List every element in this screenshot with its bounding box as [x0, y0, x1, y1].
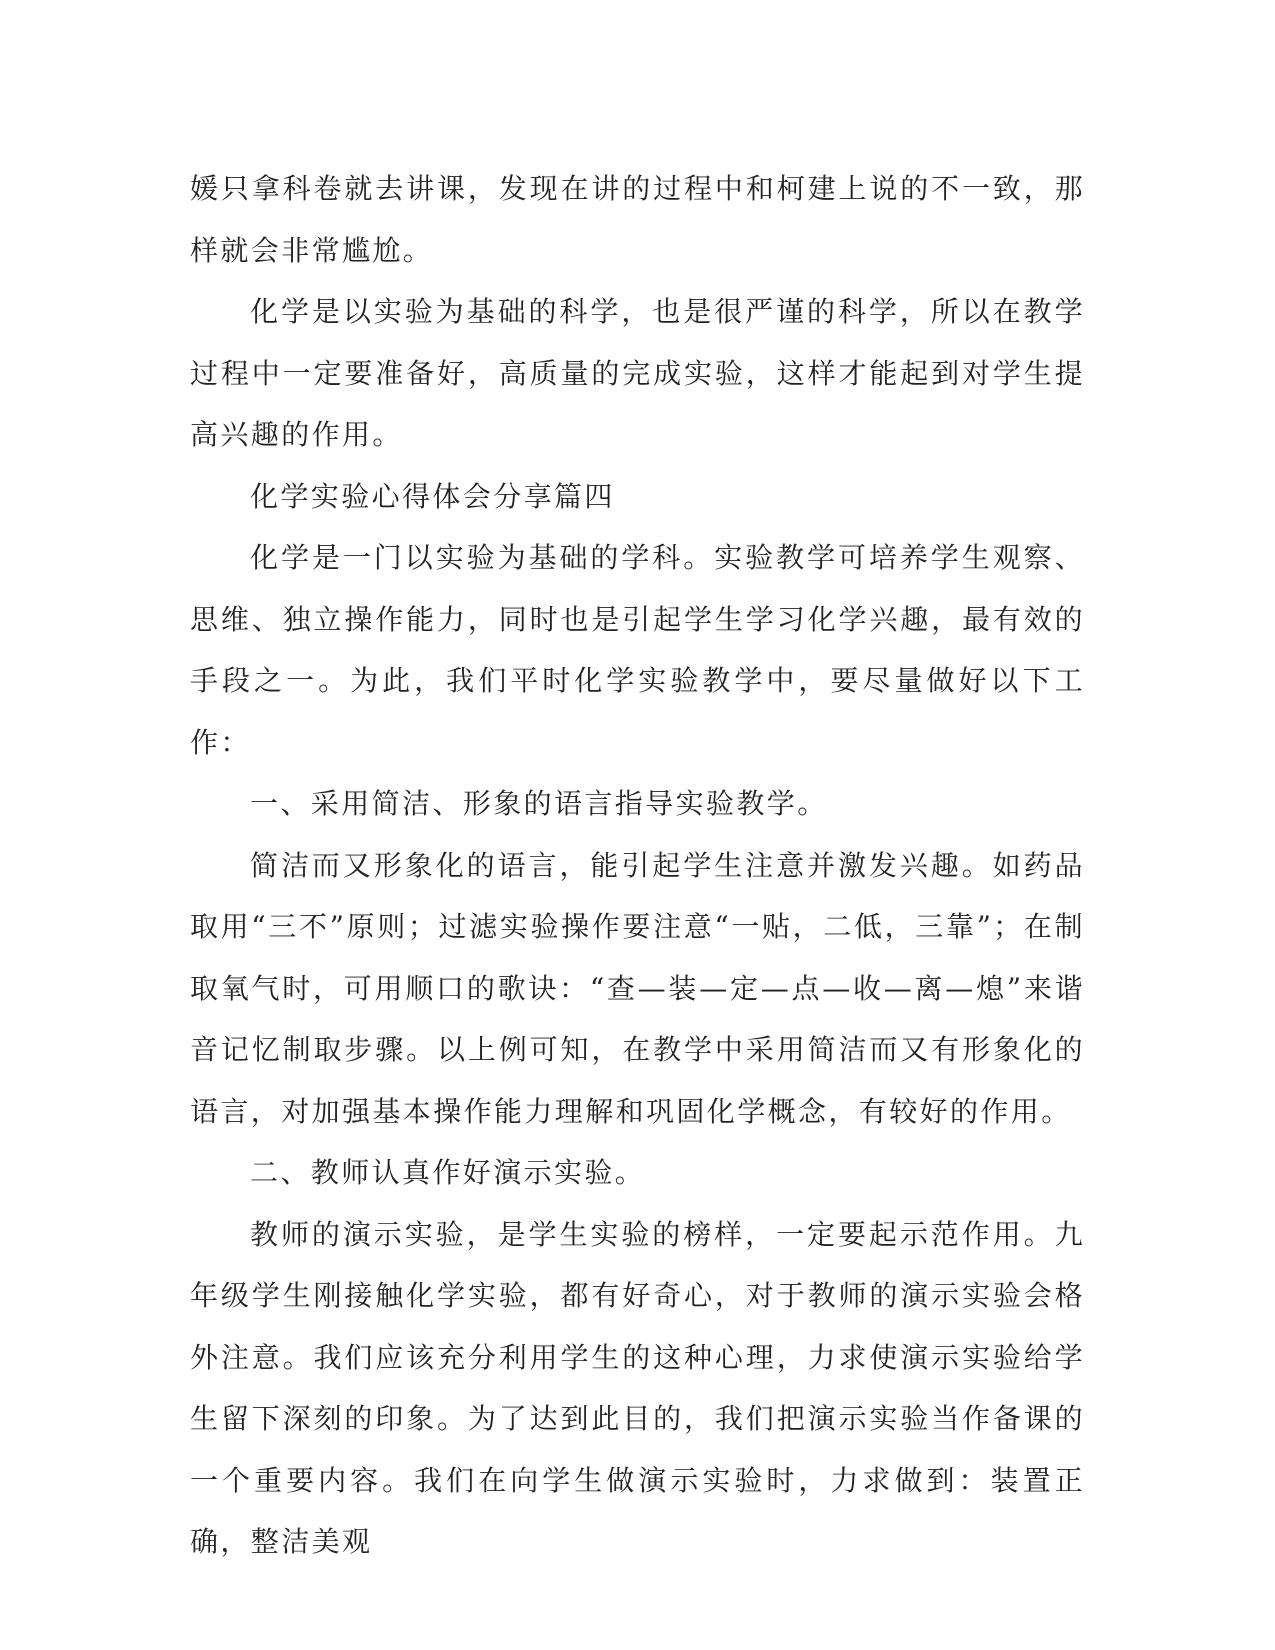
- paragraph-experiment-rigor: 化学是以实验为基础的科学，也是很严谨的科学，所以在教学过程中一定要准备好，高质量的完成实验，这样才能起到对学生提高兴趣的作用。: [190, 295, 1085, 451]
- subheading-one: 一、采用简洁、形象的语言指导实验教学。: [250, 787, 828, 820]
- paragraph-continuation: 媛只拿科卷就去讲课，发现在讲的过程中和柯建上说的不一致，那样就会非常尴尬。: [190, 172, 1085, 267]
- paragraph-demonstration: 教师的演示实验，是学生实验的榜样，一定要起示范作用。九年级学生刚接触化学实验，都有好奇心，对于教师的演示实验会格外注意。我们应该充分利用学生的这种心理，力求使演示实验给学生留下深刻的印象。为了达到此目的，我们把演示实验当作备课的一个重要内容。我们在向学生做演示实验时，力求做到：装置正确，整洁美观: [190, 1217, 1085, 1558]
- paragraph-language: 简洁而又形象化的语言，能引起学生注意并激发兴趣。如药品取用“三不”原则；过滤实验操作要注意“一贴，二低，三靠”；在制取氧气时，可用顺口的歌诀：“查—装—定—点—收—离—熄”来谐音记忆制取步骤。以上例可知，在教学中采用简洁而又有形象化的语言，对加强基本操作能力理解和巩固化学概念，有较好的作用。: [190, 848, 1085, 1128]
- subheading-two: 二、教师认真作好演示实验。: [250, 1156, 646, 1189]
- paragraph-intro: 化学是一门以实验为基础的学科。实验教学可培养学生观察、思维、独立操作能力，同时也是引起学生学习化学兴趣，最有效的手段之一。为此，我们平时化学实验教学中，要尽量做好以下工作：: [190, 541, 1085, 759]
- document-body: [190, 158, 1085, 1573]
- section-heading: 化学实验心得体会分享篇四: [250, 479, 615, 513]
